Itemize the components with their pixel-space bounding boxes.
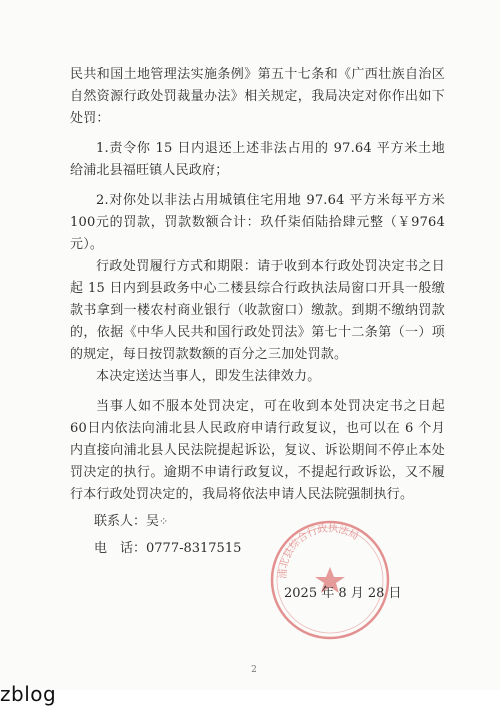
svg-text:浦北县综合行政执法局: 浦北县综合行政执法局 — [277, 523, 361, 579]
document-body — [70, 64, 445, 506]
contact-name-text: 联系人：吴 — [94, 514, 160, 529]
issue-date: 2025 年 8 月 28 日 — [284, 586, 402, 601]
paragraph-legal-basis: 民共和国土地管理法实施条例》第五十七条和《广西壮族自治区自然资源行政处罚裁量办法》相关规定，我局决定对你作出如下处罚： — [70, 67, 445, 126]
page-number: 2 — [251, 665, 257, 675]
paragraph-penalty-1: 1.责令你 15 日内退还上述非法占用的 97.64 平方米土地给浦北县福旺镇人民政府； — [70, 141, 445, 178]
contact-phone: 电 话：0777-8317515 — [94, 541, 242, 556]
paragraph-effect: 本决定送达当事人，即发生法律效力。 — [96, 369, 321, 384]
paragraph-penalty-2: 2.对你处以非法占用城镇住宅用地 97.64 平方米每平方米 100元的罚款，罚款数额合计：玖仟柒佰陆拾肆元整（￥9764元）。 — [70, 193, 445, 252]
official-seal-stamp — [265, 515, 395, 645]
paragraph-payment: 行政处罚履行方式和期限：请于收到本行政处罚决定书之日起 15 日内到县政务中心二楼县综合行政执法局窗口开具一般缴款书拿到一楼农村商业银行（收款窗口）缴款。到期不缴纳罚款的，依据《中华人民共和国行政处罚法》第七十二条第（一）项的规定，每日按罚款数额的百分之三加处罚款。 — [70, 259, 445, 362]
contact-name — [94, 512, 167, 532]
paragraph-appeal: 当事人如不服本处罚决定，可在收到本处罚决定书之日起 60日内依法向浦北县人民政府申请行政复议，也可以在 6 个月内直接向浦北县人民法院提起诉讼，复议、诉讼期间不停止本处罚决定的执行。逾期不申请行政复议，不提起行政诉讼，又不履行本行政处罚决定的，我局将依法申请人民法院强制执行。 — [70, 399, 445, 502]
watermark: zblog — [0, 682, 57, 706]
signature-mark: ⁘ — [159, 515, 168, 528]
